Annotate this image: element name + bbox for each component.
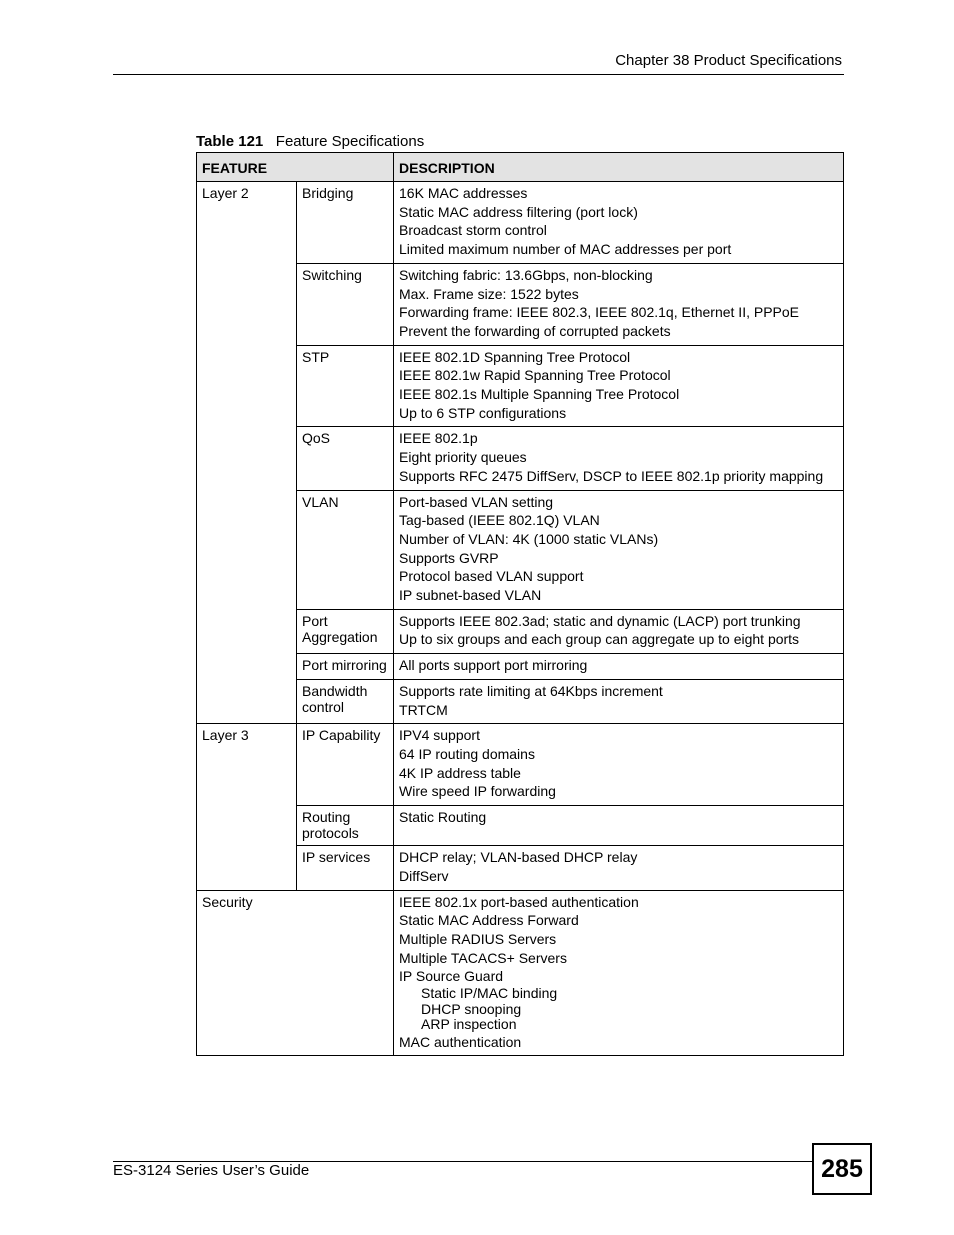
description-line: Supports IEEE 802.3ad; static and dynamic (LACP) port trunking [399,612,801,629]
feature-specifications-table [196,152,844,1056]
description-cell [394,427,844,490]
description-line: MAC authentication [399,1033,522,1050]
sub-feature-cell: Port mirroring [297,654,394,680]
sub-feature-cell: QoS [297,427,394,490]
sub-feature-cell: IP Capability [297,724,394,806]
table-row [197,890,844,1056]
description-cell [394,490,844,609]
description-line: Multiple TACACS+ Servers [399,949,567,966]
header-feature: FEATURE [197,153,394,182]
description-line: Number of VLAN: 4K (1000 static VLANs) [399,530,659,547]
sub-feature-cell: Bandwidth control [297,679,394,723]
description-line: IEEE 802.1x port-based authentication [399,893,639,910]
description-line: Eight priority queues [399,449,527,466]
guide-title: ES-3124 Series User’s Guide [113,1162,310,1179]
feature-group-cell: Layer 2 [197,182,297,724]
feature-group-cell: Layer 3 [197,724,297,890]
description-line: Up to 6 STP configurations [399,404,567,421]
description-line: IEEE 802.1w Rapid Spanning Tree Protocol [399,367,671,384]
description-line: IP Source Guard [399,968,504,985]
description-line: IP subnet-based VLAN [399,587,542,604]
description-line: DiffServ [399,867,449,884]
description-line: Max. Frame size: 1522 bytes [399,285,579,302]
description-line: Multiple RADIUS Servers [399,930,557,947]
description-cell [394,345,844,427]
description-cell [394,182,844,264]
sub-feature-cell: STP [297,345,394,427]
description-line: 16K MAC addresses [399,185,528,201]
description-cell [394,609,844,653]
table-caption-title: Feature Specifications [275,133,425,150]
table-row [197,182,844,264]
description-line: DHCP relay; VLAN-based DHCP relay [399,849,638,866]
description-line: Supports GVRP [399,549,499,566]
table-caption-label: Table 121 [196,133,264,150]
sub-feature-cell: Bridging [297,182,394,264]
description-cell [394,806,844,846]
description-line: 64 IP routing domains [399,745,535,762]
description-cell [394,654,844,680]
description-line: IEEE 802.1s Multiple Spanning Tree Protocol [399,386,680,403]
feature-group-cell: Security [197,890,394,1056]
sub-feature-cell: Routing protocols [297,806,394,846]
description-line: TRTCM [399,701,448,718]
description-line: Prevent the forwarding of corrupted packets [399,322,671,339]
description-line: Limited maximum number of MAC addresses per port [399,241,732,258]
description-line: Supports RFC 2475 DiffServ, DSCP to IEEE 802.1p priority mapping [399,467,824,484]
description-line: Broadcast storm control [399,222,547,239]
description-line: IEEE 802.1D Spanning Tree Protocol [399,348,631,365]
description-cell [394,846,844,890]
description-cell [394,679,844,723]
description-subline: ARP inspection [421,1016,517,1033]
description-line: Static MAC Address Forward [399,912,579,929]
description-line: Wire speed IP forwarding [399,783,556,800]
page-number: 285 [812,1143,872,1195]
description-line: 4K IP address table [399,764,521,781]
description-cell [394,263,844,345]
description-line: Static MAC address filtering (port lock) [399,203,638,220]
description-line: Protocol based VLAN support [399,568,584,585]
table-row [197,724,844,806]
description-line: Static Routing [399,809,487,826]
table-body [197,182,844,1056]
description-line: Up to six groups and each group can aggregate up to eight ports [399,631,800,648]
description-subline: Static IP/MAC binding [421,985,558,1002]
sub-feature-cell: Port Aggregation [297,609,394,653]
description-line: Tag-based (IEEE 802.1Q) VLAN [399,512,600,529]
description-subline: DHCP snooping [421,1000,522,1017]
description-line: Supports rate limiting at 64Kbps increment [399,682,663,699]
chapter-title: Chapter 38 Product Specifications [615,52,842,69]
description-line: All ports support port mirroring [399,657,588,674]
description-cell [394,724,844,806]
description-line: IPV4 support [399,727,480,744]
header-description: DESCRIPTION [394,153,844,182]
sub-feature-cell: IP services [297,846,394,890]
description-line: IEEE 802.1p [399,430,478,447]
table-header-row [197,153,844,182]
description-line: Port-based VLAN setting [399,493,554,510]
description-line: Forwarding frame: IEEE 802.3, IEEE 802.1q, Ethernet II, PPPoE [399,304,800,321]
header-divider [113,74,844,75]
description-line: Switching fabric: 13.6Gbps, non-blocking [399,266,653,283]
table-caption [196,133,424,150]
sub-feature-cell: VLAN [297,490,394,609]
description-cell [394,890,844,1056]
sub-feature-cell: Switching [297,263,394,345]
